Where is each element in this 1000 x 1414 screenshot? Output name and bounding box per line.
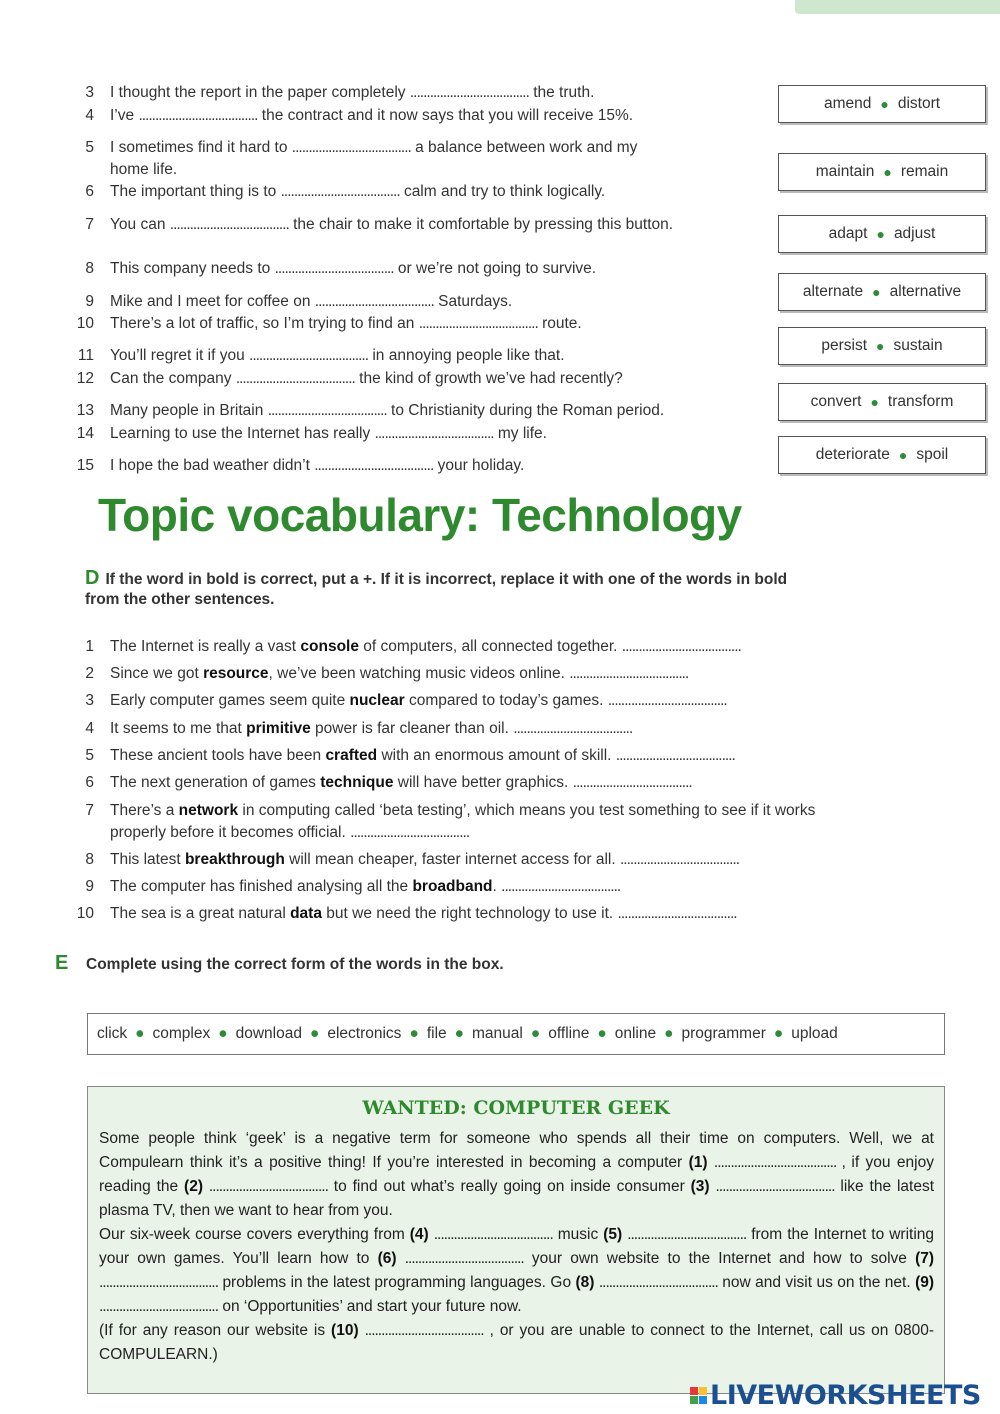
word-choice-box: maintain ● remain — [778, 153, 986, 191]
answer-blank-1[interactable]: ..................................... , — [713, 1154, 845, 1171]
question-c-15: 15 I hope the bad weather didn’t .................................... your holiday. — [76, 457, 525, 474]
section-d-letter: D — [85, 567, 100, 589]
section-d-instruction: D If the word in bold is correct, put a +. If it is incorrect, replace it with one of the words in bold from the other sentences. — [85, 567, 788, 608]
word-bank-item: upload — [791, 1025, 838, 1042]
answer-blank[interactable]: .................................... — [620, 851, 740, 868]
word-bank-item: offline — [548, 1025, 590, 1042]
reading-body — [99, 1127, 934, 1367]
word-bank-box — [87, 1013, 945, 1055]
bullet-icon: ● — [309, 1025, 320, 1042]
answer-blank-3[interactable]: .................................... — [715, 1178, 835, 1195]
word-bank-item: programmer — [681, 1025, 766, 1042]
question-c-14: 14 Learning to use the Internet has really .................................... my life. — [76, 425, 547, 442]
word-choice-box: amend ● distort — [778, 85, 986, 123]
question-d-9: 9 The computer has finished analysing all the broadband. .................................... — [85, 878, 621, 895]
bullet-icon: ● — [870, 394, 879, 410]
answer-blank-4[interactable]: .................................... — [433, 1226, 553, 1243]
answer-blank[interactable]: .................................... — [350, 824, 470, 841]
bullet-icon: ● — [664, 1025, 674, 1042]
question-d-1: 1 The Internet is really a vast console of computers, all connected together. .................................... — [85, 638, 741, 655]
question-d-3: 3 Early computer games seem quite nuclear compared to today’s games. .................................... — [85, 692, 727, 709]
answer-blank[interactable]: .................................... — [513, 720, 633, 737]
section-e-instruction: Complete using the correct form of the words in the box. — [86, 956, 504, 973]
question-c-12: 12 Can the company .................................... the kind of growth we’ve had recently? — [76, 370, 623, 387]
topic-title: Topic vocabulary: Technology — [98, 489, 742, 541]
word-bank-item: manual — [472, 1025, 523, 1042]
question-c-10: 10 There’s a lot of traffic, so I’m trying to find an .................................... route. — [76, 315, 582, 332]
word-bank-item: electronics — [327, 1025, 402, 1042]
bullet-icon: ● — [773, 1025, 784, 1042]
question-c-3: 3 I thought the report in the paper completely .................................... the truth. — [85, 84, 595, 101]
answer-blank[interactable]: .................................... — [274, 260, 394, 277]
bullet-icon: ● — [409, 1025, 419, 1042]
answer-blank-2[interactable]: .................................... — [208, 1178, 328, 1195]
question-c-5: 5 I sometimes find it hard to .................................... a balance between work and my home life. — [85, 139, 638, 178]
bullet-icon: ● — [876, 226, 885, 242]
word-choice-box: persist ● sustain — [778, 327, 986, 365]
answer-blank[interactable]: .................................... — [569, 665, 689, 682]
paragraph-3: (If for any reason our website is (10) .................................... , or you are unable to connect to the Internet, call us on 0800-COMPULEARN.) — [99, 1322, 934, 1363]
answer-blank[interactable]: .................................... — [291, 139, 411, 156]
word-choice-box: deteriorate ● spoil — [778, 436, 986, 474]
question-c-9: 9 Mike and I meet for coffee on .................................... Saturdays. — [85, 293, 513, 310]
answer-blank-9[interactable]: .................................... — [99, 1298, 219, 1315]
answer-blank[interactable]: .................................... — [169, 216, 289, 233]
answer-blank[interactable]: .................................... — [314, 293, 434, 310]
section-e-letter: E — [55, 952, 69, 974]
paragraph-1: Some people think ‘geek’ is a negative term for someone who spends all their time on computers. Well, we at Compulearn think it’s a positive thing! If you’re interested in becoming a computer (1) ..................................... , if you enjoy reading the (2) .................................... to find out what’s really going on inside consumer (3) .................................... like the latest plasma TV, then we want to hear from you. — [99, 1130, 935, 1219]
answer-blank[interactable]: .................................... — [314, 457, 434, 474]
answer-blank[interactable]: .................................... — [418, 315, 538, 332]
word-bank-item: click — [97, 1025, 128, 1042]
word-choice-box: alternate ● alternative — [778, 273, 986, 311]
question-d-4: 4 It seems to me that primitive power is far cleaner than oil. .................................... — [85, 720, 633, 737]
liveworksheets-watermark: LIVEWORKSHEETS — [690, 1380, 981, 1411]
question-c-11: 11 You’ll regret it if you .................................... in annoying people like that. — [77, 347, 565, 364]
liveworksheets-logo-icon — [690, 1387, 707, 1404]
question-c-13: 13 Many people in Britain .................................... to Christianity during the Roman period. — [76, 402, 665, 419]
question-d-7: 7 There’s a network in computing called ‘beta testing’, which means you test something to see if it works properly before it becomes official. .................................... — [85, 802, 816, 841]
answer-blank[interactable]: .................................... — [607, 692, 727, 709]
answer-blank[interactable]: .................................... — [572, 774, 692, 791]
word-bank-item: file — [426, 1025, 447, 1042]
answer-blank[interactable]: .................................... — [501, 878, 621, 895]
answer-blank[interactable]: .................................... — [235, 370, 355, 387]
question-d-2: 2 Since we got resource, we’ve been watching music videos online. .................................... — [85, 665, 689, 682]
bullet-icon: ● — [530, 1025, 541, 1042]
question-c-8: 8 This company needs to .................................... or we’re not going to survive. — [85, 260, 597, 277]
question-c-4: 4 I’ve .................................... the contract and it now says that you will receive 15%. — [85, 107, 634, 124]
question-c-7: 7 You can .................................... the chair to make it comfortable by pressing this button. — [85, 216, 674, 233]
answer-blank[interactable]: .................................... — [409, 84, 529, 101]
bullet-icon: ● — [898, 447, 908, 463]
bullet-icon: ● — [454, 1025, 465, 1042]
answer-blank[interactable]: .................................... — [617, 905, 737, 922]
answer-blank-10[interactable]: .................................... — [364, 1322, 484, 1339]
question-c-6: 6 The important thing is to .................................... calm and try to think logically. — [85, 183, 606, 200]
answer-blank[interactable]: .................................... — [615, 747, 735, 764]
answer-blank[interactable]: .................................... — [621, 638, 741, 655]
word-choice-box: convert ● transform — [778, 383, 986, 421]
word-choice-box: adapt ● adjust — [778, 215, 986, 253]
answer-blank[interactable]: .................................... — [374, 425, 494, 442]
answer-blank-7[interactable]: .................................... — [99, 1274, 219, 1291]
bullet-icon: ● — [135, 1025, 145, 1042]
bullet-icon: ● — [218, 1025, 228, 1042]
question-d-10: 10 The sea is a great natural data but we need the right technology to use it. .................................... — [76, 905, 737, 922]
word-bank-item: complex — [152, 1025, 211, 1042]
bullet-icon: ● — [876, 338, 885, 354]
bullet-icon: ● — [883, 164, 892, 180]
reading-text-box — [87, 1086, 945, 1394]
answer-blank[interactable]: .................................... — [138, 107, 258, 124]
word-bank-item: online — [614, 1025, 657, 1042]
bullet-icon: ● — [597, 1025, 607, 1042]
answer-blank[interactable]: .................................... — [249, 347, 369, 364]
answer-blank[interactable]: .................................... — [267, 402, 387, 419]
answer-blank-8[interactable]: .................................... — [598, 1274, 718, 1291]
answer-blank[interactable]: .................................... — [280, 183, 400, 200]
question-d-6: 6 The next generation of games technique will have better graphics. .................................... — [85, 774, 692, 791]
page-corner-tab — [795, 0, 1000, 14]
answer-blank-5[interactable]: .................................... — [627, 1226, 747, 1243]
paragraph-2: Our six-week course covers everything from (4) .................................... music (5) .................................... from the Internet to writing your own games. You’ll learn how to (6) .................................... your own website to the Internet and how to solve (7) .................................... problems in the latest programming languages. Go (8) .................................... now and visit us on the net. (9) .................................... on ‘Opportunities’ and start your future now. — [99, 1226, 935, 1315]
bullet-icon: ● — [880, 96, 889, 112]
question-d-8: 8 This latest breakthrough will mean cheaper, faster internet access for all. .................................... — [85, 851, 740, 868]
question-d-5: 5 These ancient tools have been crafted with an enormous amount of skill. .................................... — [85, 747, 735, 764]
word-bank-item: download — [235, 1025, 302, 1042]
reading-title: WANTED: COMPUTER GEEK — [362, 1097, 670, 1119]
answer-blank-6[interactable]: .................................... — [404, 1250, 524, 1267]
bullet-icon: ● — [872, 284, 881, 300]
